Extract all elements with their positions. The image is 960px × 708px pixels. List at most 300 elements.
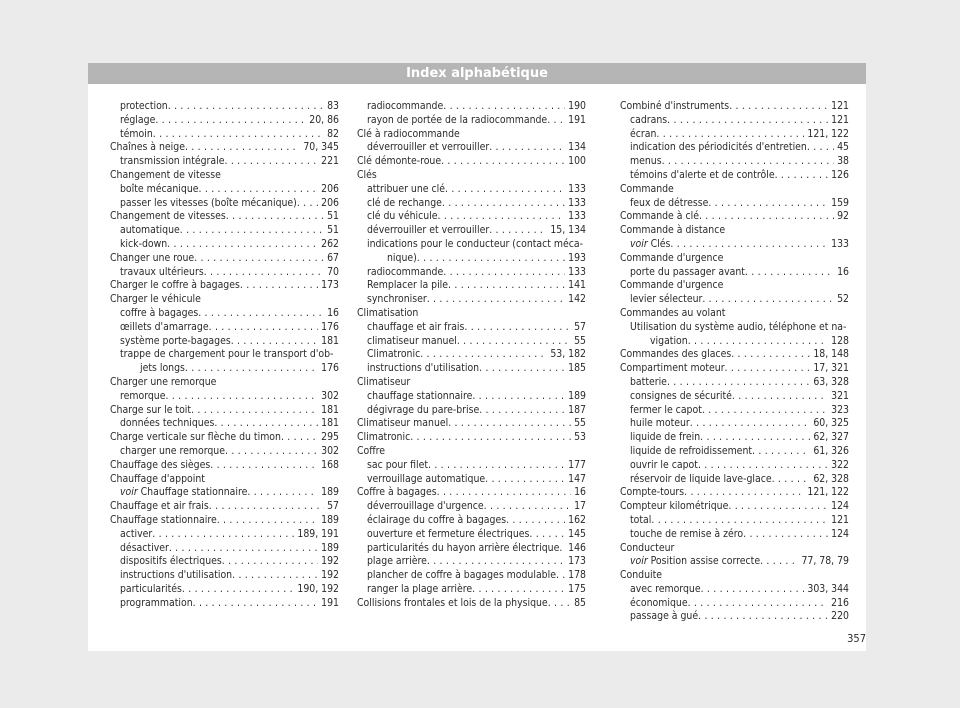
leader-dots xyxy=(700,431,810,445)
index-entry xyxy=(620,404,849,418)
entry-page: 126 xyxy=(831,168,849,181)
leader-dots xyxy=(656,128,804,142)
leader-dots xyxy=(441,155,565,169)
entry-page: 55 xyxy=(574,417,586,430)
entry-label: particularités xyxy=(120,582,182,595)
entry-page: 92 xyxy=(837,210,849,223)
index-entry xyxy=(620,169,849,183)
entry-label: Coffre xyxy=(357,444,386,457)
entry-label: données techniques xyxy=(120,417,215,430)
index-entry xyxy=(357,431,586,445)
leader-dots xyxy=(556,569,565,583)
entry-page: 221 xyxy=(321,155,339,168)
index-entry xyxy=(110,473,339,487)
entry-page: 15, 134 xyxy=(550,224,586,237)
index-entry xyxy=(110,445,339,459)
entry-page: 190, 192 xyxy=(297,582,339,595)
index-entry xyxy=(357,335,586,349)
entry-page: 121 xyxy=(831,113,849,126)
leader-dots xyxy=(775,169,829,183)
entry-label: sac pour filet xyxy=(367,458,428,471)
entry-label: témoins d'alerte et de contrôle xyxy=(630,168,775,181)
index-entry xyxy=(357,348,586,362)
index-entry xyxy=(620,390,849,404)
entry-page: 303, 344 xyxy=(807,582,849,595)
index-entry xyxy=(110,555,339,569)
index-entry xyxy=(357,473,586,487)
entry-label: touche de remise à zéro xyxy=(630,527,744,540)
leader-dots xyxy=(701,583,805,597)
entry-page: 133 xyxy=(568,182,586,195)
leader-dots xyxy=(752,445,810,459)
index-entry xyxy=(357,555,586,569)
index-entry xyxy=(110,155,339,169)
entry-page: 189, 191 xyxy=(297,527,339,540)
entry-page: 100 xyxy=(568,155,586,168)
entry-label: kick-down xyxy=(120,237,168,250)
index-entry xyxy=(110,307,339,321)
leader-dots xyxy=(807,141,834,155)
entry-label: automatique xyxy=(120,224,180,237)
index-entry xyxy=(620,555,849,569)
entry-page: 193 xyxy=(568,251,586,264)
entry-label: attribuer une clé xyxy=(367,182,445,195)
leader-dots xyxy=(472,583,565,597)
leader-dots xyxy=(225,445,318,459)
index-entry xyxy=(357,459,586,473)
leader-dots xyxy=(417,252,565,266)
leader-dots xyxy=(226,210,324,224)
entry-label: Compteur kilométrique xyxy=(620,500,729,513)
entry-label: liquide de frein xyxy=(630,431,701,444)
entry-label: Climatronic xyxy=(367,348,421,361)
entry-page: 16 xyxy=(837,265,849,278)
entry-label: Utilisation du système audio, téléphone et na- xyxy=(630,320,847,333)
leader-dots xyxy=(760,555,798,569)
index-entry xyxy=(110,279,339,293)
index-entry xyxy=(357,569,586,583)
entry-page: 133 xyxy=(568,210,586,223)
index-entry xyxy=(110,390,339,404)
entry-label: Collisions frontales et lois de la physique xyxy=(357,596,548,609)
index-entry xyxy=(357,155,586,169)
index-entry xyxy=(110,210,339,224)
index-entry xyxy=(110,141,339,155)
index-entry xyxy=(110,376,339,390)
entry-label: économique xyxy=(630,596,688,609)
entry-page: 220 xyxy=(831,610,849,623)
entry-label: Conducteur xyxy=(620,541,675,554)
entry-label: système porte-bagages xyxy=(120,334,231,347)
index-entry xyxy=(357,141,586,155)
entry-page: 181 xyxy=(321,403,339,416)
index-entry xyxy=(110,335,339,349)
leader-dots xyxy=(670,238,828,252)
index-entry xyxy=(110,417,339,431)
entry-label: Changement de vitesse xyxy=(110,168,221,181)
index-entry xyxy=(620,597,849,611)
index-entry xyxy=(620,155,849,169)
index-entry xyxy=(357,500,586,514)
index-entry xyxy=(357,100,586,114)
page-number: 357 xyxy=(847,632,866,645)
entry-page: 124 xyxy=(831,500,849,513)
entry-label: Combiné d'instruments xyxy=(620,100,730,112)
index-entry xyxy=(620,307,849,321)
leader-dots xyxy=(702,293,834,307)
entry-page: 62, 328 xyxy=(813,472,849,485)
entry-page: 295 xyxy=(321,431,339,444)
index-entry xyxy=(620,376,849,390)
entry-label: dégivrage du pare-brise xyxy=(367,403,480,416)
entry-page: 121, 122 xyxy=(807,486,849,499)
index-entry xyxy=(110,500,339,514)
entry-page: 189 xyxy=(321,513,339,526)
entry-page: 176 xyxy=(321,320,339,333)
index-entry xyxy=(357,321,586,335)
leader-dots xyxy=(224,155,318,169)
entry-page: 189 xyxy=(568,389,586,402)
leader-dots xyxy=(548,597,571,611)
index-entry xyxy=(357,307,586,321)
index-entry xyxy=(110,293,339,307)
entry-label: Position assise correcte xyxy=(650,555,761,568)
index-entry xyxy=(357,224,586,238)
entry-page: 121, 122 xyxy=(807,127,849,140)
leader-dots xyxy=(506,514,565,528)
entry-label: radiocommande xyxy=(367,265,444,278)
entry-page: 189 xyxy=(321,486,339,499)
entry-page: 52 xyxy=(837,293,849,306)
see-reference: voir xyxy=(630,237,648,250)
entry-label: programmation xyxy=(120,596,193,609)
index-entry xyxy=(620,459,849,473)
index-entry xyxy=(357,542,586,556)
entry-label: chauffage et air frais xyxy=(367,320,465,333)
leader-dots xyxy=(479,362,565,376)
entry-page: 302 xyxy=(321,389,339,402)
index-entry xyxy=(620,542,849,556)
entry-page: 83 xyxy=(327,100,339,112)
entry-label: Climatiseur manuel xyxy=(357,417,449,430)
entry-page: 53, 182 xyxy=(550,348,586,361)
entry-label: rayon de portée de la radiocommande xyxy=(367,113,548,126)
index-entry xyxy=(620,114,849,128)
leader-dots xyxy=(165,390,318,404)
entry-label: clé du véhicule xyxy=(367,210,438,223)
leader-dots xyxy=(204,266,324,280)
entry-page: 85 xyxy=(574,596,586,609)
entry-label: Chauffage et air frais xyxy=(110,500,209,513)
entry-page: 82 xyxy=(327,127,339,140)
index-entry xyxy=(620,486,849,500)
entry-label: déverrouillage d'urgence xyxy=(367,500,484,513)
entry-page: 121 xyxy=(831,513,849,526)
entry-page: 206 xyxy=(321,196,339,209)
entry-page: 191 xyxy=(321,596,339,609)
entry-label: fermer le capot xyxy=(630,403,702,416)
leader-dots xyxy=(214,417,318,431)
leader-dots xyxy=(443,266,565,280)
index-entry xyxy=(620,473,849,487)
leader-dots xyxy=(297,197,318,211)
leader-dots xyxy=(169,542,318,556)
index-page xyxy=(88,63,866,651)
index-column-1 xyxy=(110,100,339,610)
entry-label: Clés xyxy=(650,237,671,250)
entry-label: ouvrir le capot xyxy=(630,458,698,471)
leader-dots xyxy=(209,321,319,335)
entry-page: 191 xyxy=(568,113,586,126)
entry-label: protection xyxy=(120,100,168,112)
leader-dots xyxy=(547,114,565,128)
entry-label: réglage xyxy=(120,113,156,126)
entry-page: 177 xyxy=(568,458,586,471)
entry-label: Charge verticale sur flèche du timon xyxy=(110,431,281,444)
entry-label: batterie xyxy=(630,375,667,388)
entry-page: 321 xyxy=(831,389,849,402)
entry-label: charger une remorque xyxy=(120,444,225,457)
entry-label: Clés xyxy=(357,168,377,181)
entry-page: 141 xyxy=(568,279,586,292)
entry-page: 16 xyxy=(327,306,339,319)
leader-dots xyxy=(729,100,828,114)
index-entry xyxy=(620,183,849,197)
leader-dots xyxy=(699,210,834,224)
index-entry xyxy=(620,266,849,280)
index-entry xyxy=(110,224,339,238)
index-entry xyxy=(620,445,849,459)
index-entry xyxy=(357,169,586,183)
entry-label: Compte-tours xyxy=(620,486,685,499)
leader-dots xyxy=(485,473,565,487)
entry-label: Climatronic xyxy=(357,431,411,444)
index-entry xyxy=(110,431,339,445)
index-entry xyxy=(110,238,339,252)
index-entry xyxy=(620,431,849,445)
entry-label-cont: nique) xyxy=(387,251,417,264)
entry-page: 17 xyxy=(574,500,586,513)
entry-label: consignes de sécurité xyxy=(630,389,732,402)
index-entry xyxy=(620,252,849,266)
entry-label: œillets d'amarrage xyxy=(120,320,209,333)
entry-label: Charger une remorque xyxy=(110,375,217,388)
entry-label: dispositifs électriques xyxy=(120,555,222,568)
index-entry xyxy=(357,238,586,266)
index-entry xyxy=(357,445,586,459)
entry-page: 133 xyxy=(568,196,586,209)
leader-dots xyxy=(688,597,829,611)
index-entry xyxy=(620,210,849,224)
leader-dots xyxy=(152,528,294,542)
entry-label: coffre à bagages xyxy=(120,306,199,319)
index-entry xyxy=(357,376,586,390)
entry-label: clé de rechange xyxy=(367,196,442,209)
entry-page: 185 xyxy=(568,362,586,375)
entry-label: Charger le véhicule xyxy=(110,293,201,306)
leader-dots xyxy=(464,321,571,335)
entry-page: 146 xyxy=(568,541,586,554)
entry-page: 57 xyxy=(327,500,339,513)
index-entry xyxy=(620,128,849,142)
entry-page: 57 xyxy=(574,320,586,333)
entry-label: chauffage stationnaire xyxy=(367,389,473,402)
leader-dots xyxy=(210,459,318,473)
entry-label: indications pour le conducteur (contact méca- xyxy=(367,237,584,250)
entry-page: 192 xyxy=(321,569,339,582)
entry-label: Chauffage des sièges xyxy=(110,458,211,471)
entry-label: remorque xyxy=(120,389,166,402)
entry-label: Conduite xyxy=(620,569,663,582)
leader-dots xyxy=(240,279,318,293)
entry-page: 142 xyxy=(568,293,586,306)
entry-label: climatiseur manuel xyxy=(367,334,457,347)
entry-label: levier sélecteur xyxy=(630,293,703,306)
leader-dots xyxy=(698,459,828,473)
entry-label: désactiver xyxy=(120,541,169,554)
index-entry xyxy=(110,569,339,583)
entry-label: Commande d'urgence xyxy=(620,279,724,292)
entry-label: déverrouiller et verrouiller xyxy=(367,141,490,154)
leader-dots xyxy=(191,404,318,418)
entry-label: réservoir de liquide lave-glace xyxy=(630,472,772,485)
index-entry xyxy=(620,514,849,528)
leader-dots xyxy=(472,390,565,404)
entry-page: 128 xyxy=(831,334,849,347)
entry-label: Coffre à bagages xyxy=(357,486,437,499)
index-entry xyxy=(357,279,586,293)
entry-label: Commande à clé xyxy=(620,210,699,223)
leader-dots xyxy=(437,486,571,500)
index-entry xyxy=(110,459,339,473)
entry-label: Commande xyxy=(620,182,674,195)
leader-dots xyxy=(745,266,834,280)
entry-page: 63, 328 xyxy=(813,375,849,388)
leader-dots xyxy=(193,597,319,611)
entry-page: 323 xyxy=(831,403,849,416)
entry-page: 20, 86 xyxy=(309,113,339,126)
index-entry xyxy=(357,528,586,542)
index-entry xyxy=(620,348,849,362)
entry-page: 162 xyxy=(568,513,586,526)
entry-page: 38 xyxy=(837,155,849,168)
leader-dots xyxy=(484,500,571,514)
leader-dots xyxy=(445,183,565,197)
entry-label-cont: vigation xyxy=(650,334,688,347)
leader-dots xyxy=(489,224,547,238)
index-entry xyxy=(110,321,339,335)
leader-dots xyxy=(667,376,810,390)
see-reference: voir xyxy=(630,555,648,568)
leader-dots xyxy=(743,528,828,542)
entry-label: plage arrière xyxy=(367,555,427,568)
leader-dots xyxy=(428,459,565,473)
see-reference: voir xyxy=(120,486,138,499)
index-column-3 xyxy=(620,100,849,624)
leader-dots xyxy=(651,514,828,528)
entry-label: Chauffage stationnaire xyxy=(140,486,248,499)
index-entry xyxy=(357,197,586,211)
leader-dots xyxy=(155,114,306,128)
index-entry xyxy=(110,486,339,500)
leader-dots xyxy=(427,293,565,307)
entry-page: 147 xyxy=(568,472,586,485)
entry-page: 168 xyxy=(321,458,339,471)
index-entry xyxy=(620,224,849,238)
entry-page: 159 xyxy=(831,196,849,209)
entry-label: ouverture et fermeture électriques xyxy=(367,527,530,540)
leader-dots xyxy=(702,404,828,418)
entry-page: 187 xyxy=(568,403,586,416)
entry-label: radiocommande xyxy=(367,100,444,112)
leader-dots xyxy=(688,335,828,349)
leader-dots xyxy=(194,252,324,266)
entry-label: Chauffage d'appoint xyxy=(110,472,205,485)
entry-label: Commandes au volant xyxy=(620,306,726,319)
entry-page: 134 xyxy=(568,141,586,154)
entry-label: instructions d'utilisation xyxy=(120,569,233,582)
entry-label: transmission intégrale xyxy=(120,155,225,168)
index-entry xyxy=(110,114,339,128)
index-entry xyxy=(110,252,339,266)
entry-page: 51 xyxy=(327,224,339,237)
entry-page: 133 xyxy=(831,237,849,250)
leader-dots xyxy=(182,583,294,597)
entry-page: 176 xyxy=(321,362,339,375)
index-entry xyxy=(357,514,586,528)
index-entry xyxy=(620,583,849,597)
index-entry xyxy=(357,114,586,128)
leader-dots xyxy=(442,197,565,211)
index-entry xyxy=(620,500,849,514)
entry-continuation xyxy=(367,252,586,266)
entry-page: 121 xyxy=(831,100,849,112)
index-entry xyxy=(620,610,849,624)
entry-page: 173 xyxy=(568,555,586,568)
index-entry xyxy=(357,390,586,404)
index-column-2 xyxy=(357,100,586,610)
entry-label: liquide de refroidissement xyxy=(630,444,753,457)
entry-page: 190 xyxy=(568,100,586,112)
index-entry xyxy=(110,583,339,597)
leader-dots xyxy=(708,197,828,211)
entry-label: passage à gué xyxy=(630,610,699,623)
leader-dots xyxy=(725,362,811,376)
entry-continuation xyxy=(120,362,339,376)
index-entry xyxy=(110,528,339,542)
leader-dots xyxy=(410,431,571,445)
entry-page: 67 xyxy=(327,251,339,264)
entry-label: Commande d'urgence xyxy=(620,251,724,264)
entry-page: 175 xyxy=(568,582,586,595)
entry-label: Commandes des glaces xyxy=(620,348,732,361)
index-entry xyxy=(357,210,586,224)
index-entry xyxy=(620,321,849,349)
entry-label: synchroniser xyxy=(367,293,427,306)
index-entry xyxy=(110,197,339,211)
entry-page: 262 xyxy=(321,237,339,250)
index-entry xyxy=(110,597,339,611)
leader-dots xyxy=(438,210,566,224)
entry-label: Compartiment moteur xyxy=(620,362,725,375)
entry-label: Chaînes à neige xyxy=(110,141,185,154)
leader-dots xyxy=(168,100,324,114)
entry-page: 206 xyxy=(321,182,339,195)
entry-page: 77, 78, 79 xyxy=(801,555,849,568)
entry-page: 216 xyxy=(831,596,849,609)
leader-dots xyxy=(199,183,319,197)
entry-label: verrouillage automatique xyxy=(367,472,486,485)
